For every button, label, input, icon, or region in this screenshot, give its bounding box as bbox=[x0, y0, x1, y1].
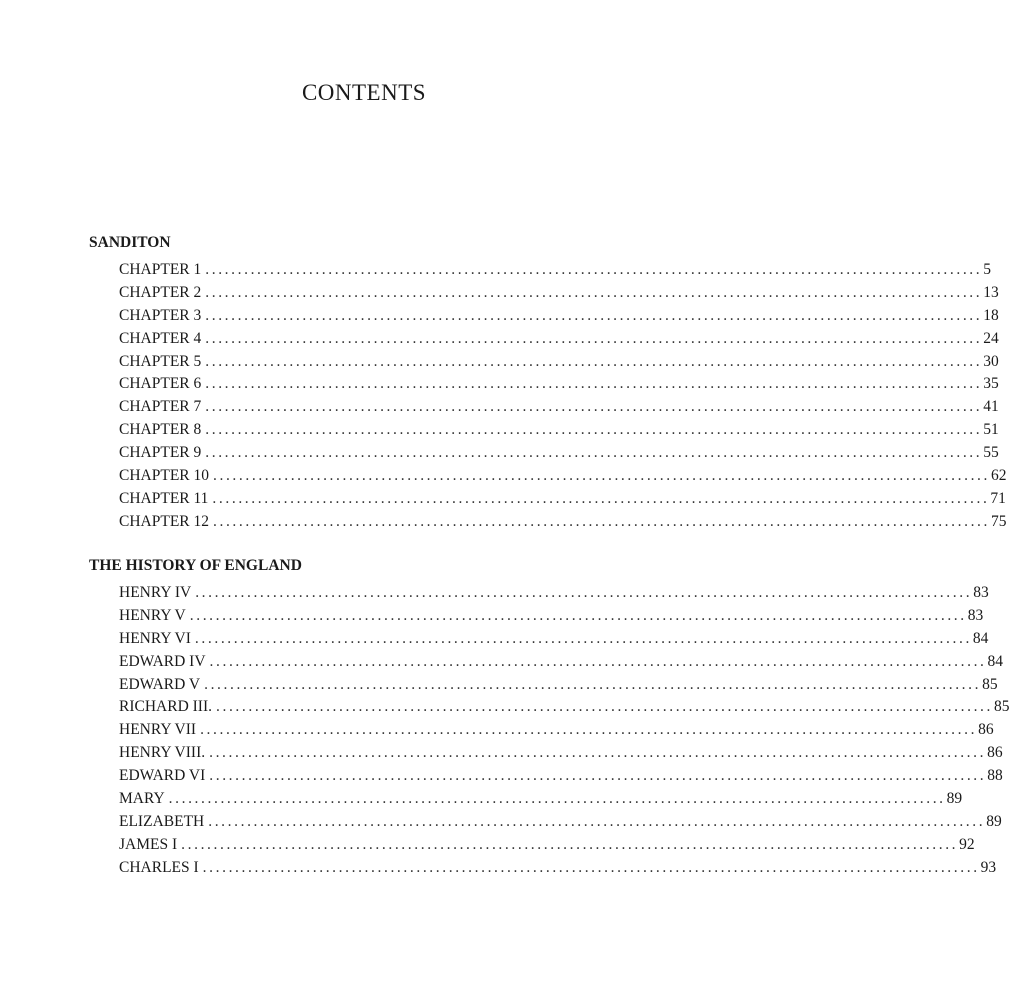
dot-leader: ........................................................................................................................ bbox=[205, 283, 983, 301]
toc-entry-label: EDWARD V bbox=[119, 675, 201, 693]
toc-entry-page-number: 86 bbox=[987, 744, 1003, 762]
toc-entry[interactable] bbox=[89, 511, 1007, 534]
toc-entry-label: ELIZABETH bbox=[119, 812, 205, 830]
section-sanditon bbox=[89, 232, 1007, 534]
toc-entry-page-number: 83 bbox=[973, 584, 989, 601]
toc-entry-label: HENRY VI bbox=[119, 629, 191, 647]
toc-entry[interactable] bbox=[89, 259, 991, 282]
page-title: CONTENTS bbox=[301, 80, 427, 105]
toc-entry-label: EDWARD IV bbox=[119, 652, 206, 670]
toc-entry-page-number: 89 bbox=[986, 812, 1002, 830]
dot-leader: ........................................................................................................................ bbox=[209, 744, 987, 762]
toc-entry-page-number: 18 bbox=[983, 306, 999, 324]
toc-entry-label: CHAPTER 10 bbox=[119, 467, 209, 485]
toc-entry[interactable] bbox=[89, 628, 989, 651]
dot-leader: ........................................................................................................................ bbox=[216, 698, 993, 716]
dot-leader: ........................................................................................................................ bbox=[205, 306, 983, 324]
toc-entry-label: HENRY V bbox=[119, 606, 186, 624]
dot-leader: ........................................................................................................................ bbox=[205, 421, 983, 439]
toc-entry-page-number: 5 bbox=[983, 261, 991, 278]
dot-leader: ........................................................................................................................ bbox=[205, 352, 983, 370]
dot-leader: ........................................................................................................................ bbox=[202, 858, 980, 876]
toc-entry[interactable] bbox=[89, 788, 963, 811]
dot-leader: ........................................................................................................................ bbox=[205, 444, 983, 462]
toc-entry-page-number: 83 bbox=[967, 606, 984, 624]
toc-entry-label: CHAPTER 11 bbox=[119, 489, 209, 507]
dot-leader: ........................................................................................................................ bbox=[200, 721, 978, 739]
toc-entry-label: HENRY IV bbox=[119, 584, 192, 601]
toc-entry[interactable] bbox=[89, 373, 999, 396]
dot-leader: ........................................................................................................................ bbox=[212, 489, 990, 507]
toc-entry-label: CHAPTER 3 bbox=[119, 306, 202, 324]
toc-entry-page-number: 84 bbox=[987, 652, 1004, 670]
section-heading: SANDITON bbox=[89, 234, 171, 251]
dot-leader: ........................................................................................................................ bbox=[168, 790, 946, 808]
dot-leader: ........................................................................................................................ bbox=[189, 606, 967, 624]
toc-entry-page-number: 71 bbox=[990, 489, 1006, 507]
dot-leader: ........................................................................................................................ bbox=[205, 375, 983, 393]
toc-entry-page-number: 30 bbox=[983, 352, 999, 370]
toc-entry[interactable] bbox=[89, 674, 998, 697]
toc-entry[interactable] bbox=[89, 742, 1003, 765]
toc-entry-label: CHAPTER 4 bbox=[119, 329, 202, 347]
toc-entry[interactable] bbox=[89, 419, 999, 442]
dot-leader: ........................................................................................................................ bbox=[209, 767, 987, 785]
toc-entry-page-number: 85 bbox=[982, 675, 998, 693]
entry-list bbox=[89, 582, 1010, 880]
toc-entry[interactable] bbox=[89, 696, 1010, 719]
toc-entry-label: HENRY VII bbox=[119, 721, 197, 739]
toc-entry[interactable] bbox=[89, 305, 999, 328]
dot-leader: ........................................................................................................................ bbox=[194, 629, 972, 647]
dot-leader: ........................................................................................................................ bbox=[213, 512, 990, 530]
toc-entry-page-number: 41 bbox=[983, 398, 999, 416]
toc-entry-page-number: 85 bbox=[994, 698, 1010, 716]
toc-entry-page-number: 55 bbox=[983, 444, 999, 462]
toc-entry-label: CHAPTER 12 bbox=[119, 512, 209, 530]
dot-leader: ........................................................................................................................ bbox=[205, 329, 983, 347]
dot-leader: ........................................................................................................................ bbox=[205, 261, 983, 278]
dot-leader: ........................................................................................................................ bbox=[213, 467, 990, 485]
toc-entry[interactable] bbox=[89, 442, 999, 465]
toc-entry[interactable] bbox=[89, 719, 994, 742]
toc-entry[interactable] bbox=[89, 834, 975, 857]
toc-entry[interactable] bbox=[89, 465, 1007, 488]
toc-entry-label: MARY bbox=[119, 790, 165, 808]
dot-leader: ........................................................................................................................ bbox=[209, 652, 987, 670]
toc-entry[interactable] bbox=[89, 582, 989, 605]
toc-entry-label: RICHARD III. bbox=[119, 698, 212, 716]
toc-entry-label: HENRY VIII. bbox=[119, 744, 206, 762]
toc-entry-page-number: 51 bbox=[983, 421, 999, 439]
toc-entry-page-number: 86 bbox=[978, 721, 994, 739]
entry-list bbox=[89, 259, 1007, 534]
toc-entry[interactable] bbox=[89, 396, 999, 419]
toc-entry-label: CHAPTER 5 bbox=[119, 352, 202, 370]
toc-entry-page-number: 13 bbox=[983, 283, 999, 301]
toc-entry[interactable] bbox=[89, 651, 1004, 674]
toc-entry-page-number: 24 bbox=[983, 329, 999, 347]
dot-leader: ........................................................................................................................ bbox=[208, 812, 986, 830]
toc-entry-page-number: 88 bbox=[987, 767, 1003, 785]
toc-entry[interactable] bbox=[89, 328, 999, 351]
toc-entry[interactable] bbox=[89, 282, 999, 305]
toc-entry-label: CHAPTER 6 bbox=[119, 375, 202, 393]
toc-entry-page-number: 92 bbox=[959, 835, 975, 853]
toc-entry-label: CHAPTER 9 bbox=[119, 444, 202, 462]
toc-entry-page-number: 35 bbox=[983, 375, 999, 393]
toc-entry-page-number: 89 bbox=[946, 790, 963, 808]
toc-entry-page-number: 75 bbox=[991, 512, 1007, 530]
dot-leader: ........................................................................................................................ bbox=[195, 584, 973, 601]
section-history-of-england bbox=[89, 555, 1010, 880]
toc-entry-page-number: 93 bbox=[980, 858, 997, 876]
toc-entry-label: CHAPTER 8 bbox=[119, 421, 202, 439]
toc-entry-label: CHAPTER 2 bbox=[119, 283, 202, 301]
toc-entry-label: EDWARD VI bbox=[119, 767, 206, 785]
toc-entry[interactable] bbox=[89, 351, 999, 374]
toc-entry[interactable] bbox=[89, 765, 1003, 788]
dot-leader: ........................................................................................................................ bbox=[204, 675, 982, 693]
dot-leader: ........................................................................................................................ bbox=[181, 835, 959, 853]
toc-entry-page-number: 84 bbox=[972, 629, 989, 647]
toc-entry[interactable] bbox=[89, 488, 1006, 511]
toc-entry-page-number: 62 bbox=[991, 467, 1007, 485]
dot-leader: ........................................................................................................................ bbox=[205, 398, 983, 416]
toc-entry[interactable] bbox=[89, 811, 1002, 834]
section-heading: THE HISTORY OF ENGLAND bbox=[89, 557, 302, 574]
toc-entry-label: JAMES I bbox=[119, 835, 178, 853]
toc-entry[interactable] bbox=[89, 857, 997, 880]
toc-entry-label: CHAPTER 1 bbox=[119, 261, 202, 278]
toc-entry-label: CHAPTER 7 bbox=[119, 398, 202, 416]
toc-entry[interactable] bbox=[89, 605, 984, 628]
toc-entry-label: CHARLES I bbox=[119, 858, 199, 876]
